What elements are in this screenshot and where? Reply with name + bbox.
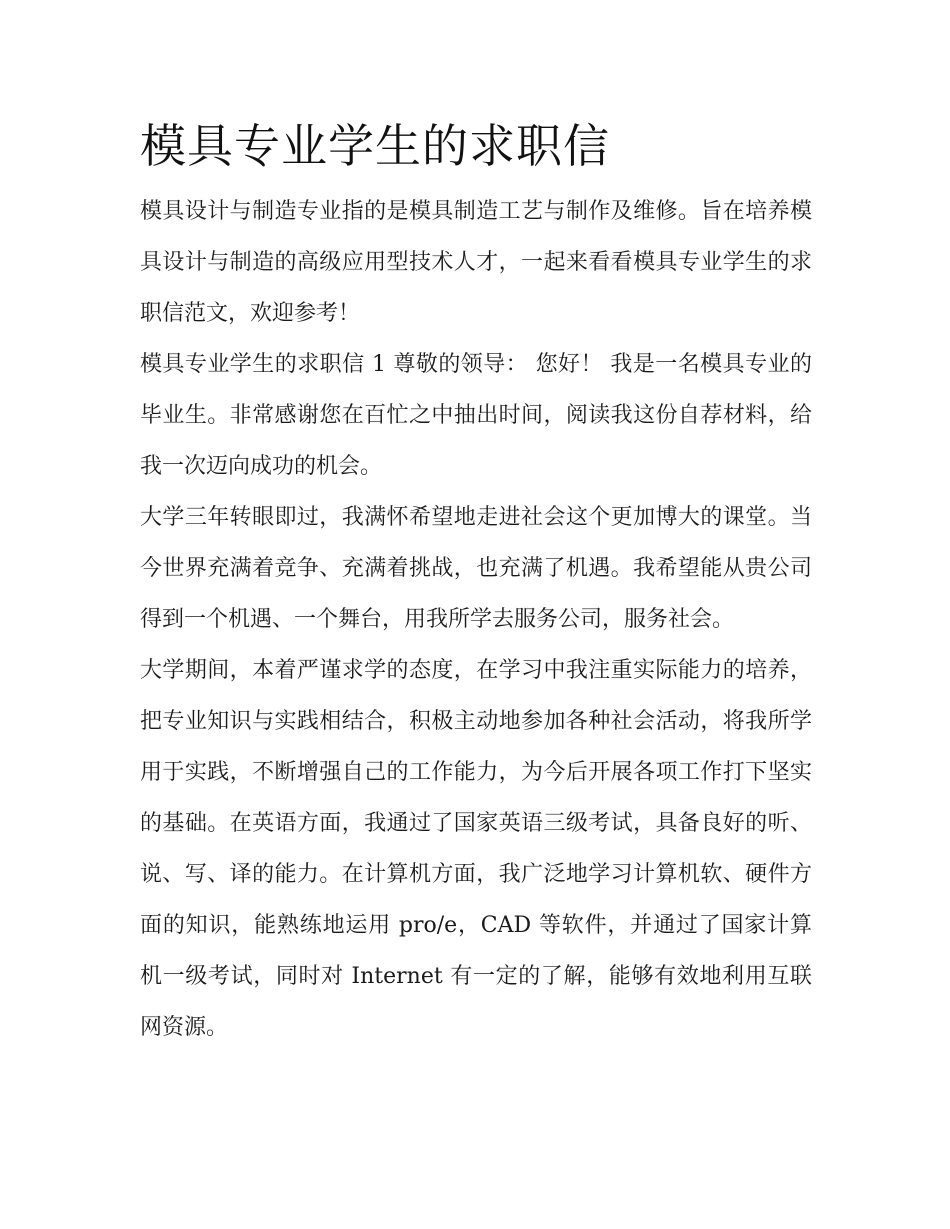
document-page [140, 112, 812, 1053]
goal-paragraph: 大学三年转眼即过，我满怀希望地走进社会这个更加博大的课堂。当今世界充满着竞争、充满着挑战，也充满了机遇。我希望能从贵公司得到一个机遇、一个舞台，用我所学去服务公司，服务社会。 [140, 505, 812, 632]
greeting-paragraph: 模具专业学生的求职信 1 尊敬的领导： 您好！ 我是一名模具专业的毕业生。非常感谢您在百忙之中抽出时间，阅读我这份自荐材料，给我一次迈向成功的机会。 [140, 352, 812, 479]
intro-paragraph: 模具设计与制造专业指的是模具制造工艺与制作及维修。旨在培养模具设计与制造的高级应用型技术人才，一起来看看模具专业学生的求职信范文，欢迎参考！ [140, 199, 812, 326]
skills-paragraph: 大学期间，本着严谨求学的态度，在学习中我注重实际能力的培养，把专业知识与实践相结合，积极主动地参加各种社会活动，将我所学用于实践，不断增强自己的工作能力，为今后开展各项工作打下坚实的基础。在英语方面，我通过了国家英语三级考试，具备良好的听、说、写、译的能力。在计算机方面，我广泛地学习计算机软、硬件方面的知识，能熟练地运用 pro/e，CAD 等软件，并通过了国家计算机一级考试，同时对 Internet 有一定的了解，能够有效地利用互联网资源。 [140, 658, 812, 1040]
document-title: 模具专业学生的求职信 [140, 119, 610, 173]
